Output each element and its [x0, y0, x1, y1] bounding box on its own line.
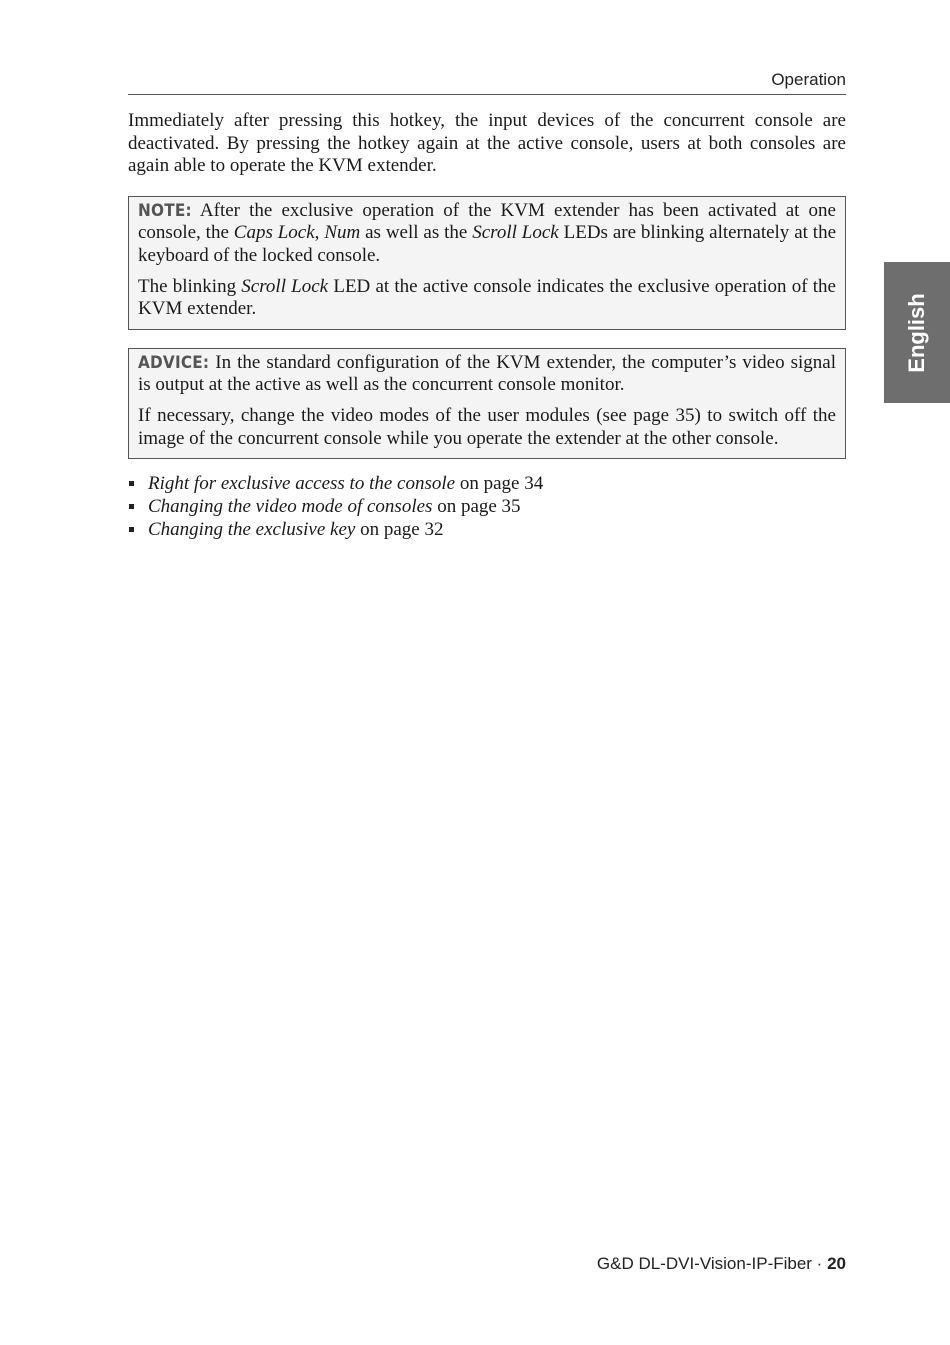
page-header [128, 70, 846, 95]
note-box [128, 196, 846, 330]
scroll-lock-term: Scroll Lock [241, 275, 329, 297]
bullet-icon [129, 504, 134, 509]
page-number: 20 [827, 1254, 846, 1273]
advice-paragraph-2: If necessary, change the video modes of the user modules (see page 35) to switch off the image of the concurrent console while you operate the extender at the other console. [138, 404, 836, 449]
reference-link[interactable]: Right for exclusive access to the console [148, 473, 456, 495]
reference-page: on page 32 [355, 518, 444, 540]
reference-page: on page 34 [455, 473, 544, 495]
advice-label: ADVICE: [138, 352, 210, 373]
product-name: G&D DL-DVI-Vision-IP-Fiber · [596, 1254, 828, 1273]
list-item[interactable] [128, 519, 846, 542]
advice-paragraph-1 [138, 352, 836, 397]
note-text: The blinking [138, 275, 242, 297]
advice-text: In the standard configuration of the KVM extender, the computer’s video signal is output at the active as well as the concurrent console monitor. [138, 351, 836, 396]
list-item[interactable] [128, 496, 846, 519]
section-title: Operation [771, 70, 846, 89]
reference-link[interactable]: Changing the video mode of consoles [148, 495, 433, 517]
note-text: After the exclusive operation of the KVM extender has been activated at one console, the [138, 199, 836, 244]
page-footer [597, 1254, 846, 1274]
note-paragraph-2 [138, 276, 836, 321]
note-text: as well as the [360, 222, 473, 244]
list-item[interactable] [128, 473, 846, 496]
num-term: Num [324, 222, 361, 244]
advice-box [128, 348, 846, 459]
note-label: NOTE: [138, 200, 192, 221]
caps-lock-term: Caps Lock [233, 222, 315, 244]
language-tab-label: English [904, 292, 929, 373]
note-paragraph-1 [138, 200, 836, 268]
note-text: , [314, 222, 325, 244]
scroll-lock-term: Scroll Lock [472, 222, 559, 244]
note-text: LED at the active console indicates the exclusive operation of the KVM extender. [138, 275, 836, 320]
intro-paragraph: Immediately after pressing this hotkey, the input devices of the concurrent console are deactivated. By pressing the hotkey again at the active console, users at both consoles are again able to operate the KVM extender. [128, 110, 846, 177]
reference-page: on page 35 [432, 495, 521, 517]
note-text: LEDs are blinking alternately at the keyboard of the locked console. [138, 222, 836, 266]
reference-list [128, 473, 846, 541]
reference-link[interactable]: Changing the exclusive key [148, 518, 356, 540]
bullet-icon [129, 527, 134, 532]
bullet-icon [129, 481, 134, 486]
language-tab[interactable] [884, 262, 950, 403]
page-content [128, 110, 846, 542]
